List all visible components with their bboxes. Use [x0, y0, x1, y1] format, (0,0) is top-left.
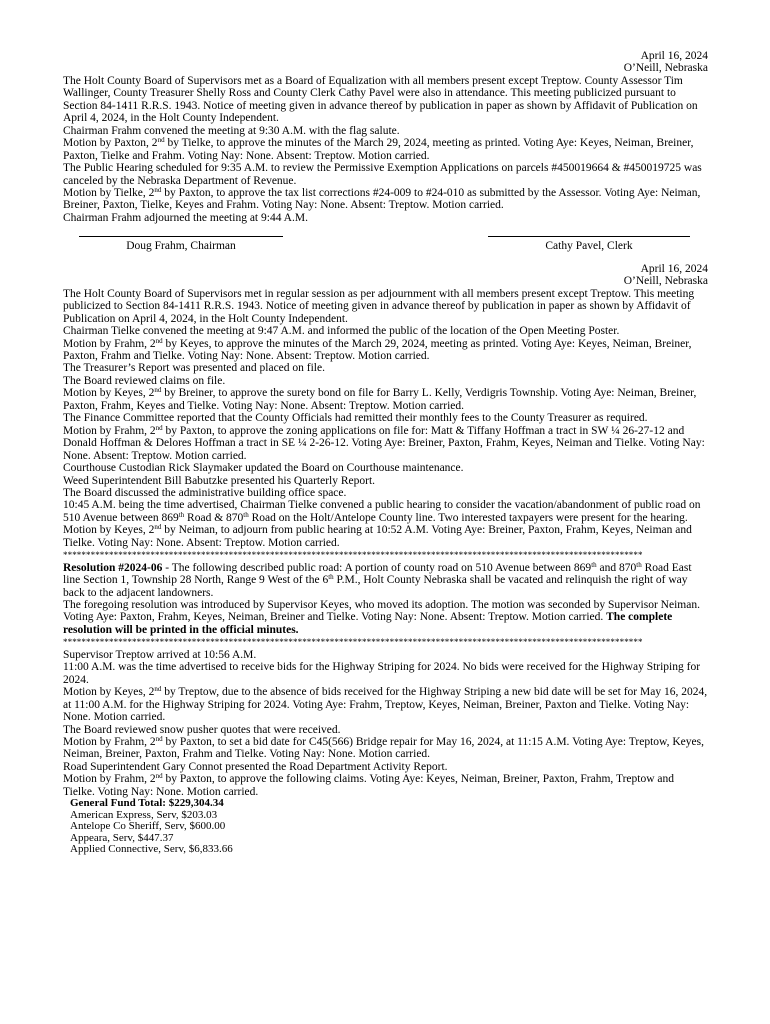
- paragraph: Motion by Frahm, 2nd by Paxton, to approve the zoning applications on file for: Matt & Tiffany Hoffman a tract in SW ¼ 26-27-12 and Donald Hoffman & Delores Hoffman a tract in SE ¼ 2-26-12. Voting Aye: Breiner, Paxton, Frahm, Keyes, Neiman and Tielke. Voting Nay: None. Absent: Treptow. Motion carried.: [63, 423, 705, 462]
- meeting-place: O’Neill, Nebraska: [623, 62, 708, 75]
- paragraph: The foregoing resolution was introduced by Supervisor Keyes, who moved its adoption. The motion was seconded by Supervisor Neiman. Voting Aye: Paxton, Frahm, Keyes, Neiman, Breiner and Tielke. Voting Nay: None. Absent: Treptow. Motion carried. The complete resolution will be printed in the official minutes.: [63, 599, 700, 636]
- paragraph: 11:00 A.M. was the time advertised to receive bids for the Highway Striping for 2024. No bids were received for the Highway Striping for 2024.: [63, 661, 701, 686]
- signature-clerk: [488, 236, 690, 252]
- resolution-title: Resolution #2024-06: [63, 561, 163, 574]
- paragraph: Chairman Frahm adjourned the meeting at 9:44 A.M.: [63, 211, 308, 224]
- paragraph: Weed Superintendent Bill Babutzke presented his Quarterly Report.: [63, 474, 376, 487]
- separator: ******************************************************************************************************************************: [63, 637, 643, 648]
- meeting-date: April 16, 2024: [640, 50, 708, 62]
- paragraph: Courthouse Custodian Rick Slaymaker updated the Board on Courthouse maintenance.: [63, 462, 464, 475]
- meeting-place: O’Neill, Nebraska: [623, 275, 708, 288]
- paragraph: The Holt County Board of Supervisors met in regular session as per adjournment with all members present except Treptow. This meeting publicized to Section 84-1411 R.R.S. 1943. Notice of meeting given in advance thereof by publication in paper as shown by Affidavit of Publication on April 4, 2024, in the Holt County Independent.: [63, 287, 695, 325]
- paragraph: Chairman Tielke convened the meeting at 9:47 A.M. and informed the public of the location of the Open Meeting Poster.: [63, 325, 620, 338]
- signature-line: [488, 236, 690, 237]
- paragraph: Motion by Frahm, 2nd by Paxton, to set a bid date for C45(566) Bridge repair for May 16, 2024, at 11:15 A.M. Voting Aye: Treptow, Keyes, Neiman, Breiner, Paxton, Frahm and Tielke. Voting Nay: None. Motion carried.: [63, 735, 704, 761]
- signature-name: Doug Frahm, Chairman: [126, 240, 236, 253]
- paragraph: Supervisor Treptow arrived at 10:56 A.M.: [63, 648, 257, 661]
- paragraph: The Holt County Board of Supervisors met as a Board of Equalization with all members present except Treptow. County Assessor Tim Wallinger, County Treasurer Shelly Ross and County Clerk Cathy Pavel were also in attendance. This meeting publicized pursuant to Section 84-1411 R.R.S. 1943. Notice of meeting given in advance thereof by publication in paper as shown by Affidavit of Publication on April 4, 2024, in the Holt County Independent.: [63, 74, 698, 125]
- claim-item: Applied Connective, Serv, $6,833.66: [70, 842, 233, 855]
- signature-name: Cathy Pavel, Clerk: [545, 240, 633, 253]
- paragraph: The Treasurer’s Report was presented and placed on file.: [63, 362, 325, 375]
- claims-list: [70, 798, 708, 855]
- minutes-page: [63, 50, 708, 855]
- paragraph: Motion by Keyes, 2nd by Treptow, due to the absence of bids received for the Highway Striping a new bid date will be set for May 16, 2024, at 11:00 A.M. for the Highway Striping for 2024. Voting Aye: Frahm, Treptow, Keyes, Neiman, Breiner, Paxton and Tielke. Voting Nay: None. Motion carried.: [63, 685, 708, 724]
- paragraph: Motion by Frahm, 2nd by Paxton, to approve the following claims. Voting Aye: Keyes, Neiman, Breiner, Paxton, Frahm, Treptow and Tielke. Voting Nay: None. Motion carried.: [63, 772, 674, 798]
- paragraph: Chairman Frahm convened the meeting at 9:30 A.M. with the flag salute.: [63, 124, 400, 137]
- claim-item: Appeara, Serv, $447.37: [70, 831, 174, 844]
- signature-line: [79, 236, 283, 237]
- claim-item: Antelope Co Sheriff, Serv, $600.00: [70, 820, 226, 833]
- paragraph: Motion by Tielke, 2nd by Paxton, to approve the tax list corrections #24-009 to #24-010 as submitted by the Assessor. Voting Aye: Neiman, Breiner, Paxton, Tielke, Keyes and Frahm. Voting Nay: None. Absent: Treptow. Motion carried.: [63, 185, 701, 212]
- paragraph: The Board discussed the administrative building office space.: [63, 486, 347, 499]
- paragraph: Motion by Paxton, 2nd by Tielke, to approve the minutes of the March 29, 2024, meeting as printed. Voting Aye: Keyes, Neiman, Breiner, Paxton, Tielke and Frahm. Voting Nay: None. Absent: Treptow. Motion carried.: [63, 136, 694, 162]
- signature-chairman: [79, 236, 283, 252]
- separator: ******************************************************************************************************************************: [63, 550, 643, 561]
- paragraph: The Public Hearing scheduled for 9:35 A.M. to review the Permissive Exemption Applications on parcels #450019664 & #450019725 was canceled by the Nebraska Department of Revenue.: [63, 162, 702, 187]
- signature-block: [63, 236, 708, 252]
- meeting-date: April 16, 2024: [640, 262, 708, 275]
- paragraph: Motion by Keyes, 2nd by Neiman, to adjourn from public hearing at 10:52 A.M. Voting Aye: Breiner, Paxton, Frahm, Keyes, Neiman and Tielke. Voting Nay: None. Absent: Treptow. Motion carried.: [63, 523, 692, 549]
- paragraph: 10:45 A.M. being the time advertised, Chairman Tielke convened a public hearing to consider the vacation/abandonment of public road on 510 Avenue between 869th Road & 870th Road on the Holt/Antelope County line. Two interested taxpayers were present for the hearing.: [63, 499, 701, 524]
- paragraph: The Board reviewed snow pusher quotes that were received.: [63, 723, 341, 736]
- resolution: Resolution #2024-06 - The following described public road: A portion of county road on 510 Avenue between 869th and 870th Road East line Section 1, Township 28 North, Range 9 West of the 6th P.M., Holt County Nebraska shall be vacated and relinquish the right of way back to the adjacent landowners.: [63, 560, 692, 599]
- paragraph: The Board reviewed claims on file.: [63, 374, 226, 387]
- paragraph: Motion by Frahm, 2nd by Keyes, to approve the minutes of the March 29, 2024, meeting as printed. Voting Aye: Keyes, Neiman, Breiner, Paxton, Frahm and Tielke. Voting Nay: None. Absent: Treptow. Motion carried.: [63, 336, 692, 362]
- paragraph: Motion by Keyes, 2nd by Breiner, to approve the surety bond on file for Barry L. Kelly, Verdigris Township. Voting Aye: Neiman, Breiner, Paxton, Frahm, Keyes and Tielke. Voting Nay: None. Absent: Treptow. Motion carried.: [63, 386, 697, 412]
- paragraph: The Finance Committee reported that the County Officials had remitted their monthly fees to the County Treasurer as required.: [63, 412, 648, 425]
- paragraph: Road Superintendent Gary Connot presented the Road Department Activity Report.: [63, 760, 448, 773]
- claim-item: American Express, Serv, $203.03: [70, 808, 218, 821]
- claims-total: General Fund Total: $229,304.34: [70, 797, 224, 810]
